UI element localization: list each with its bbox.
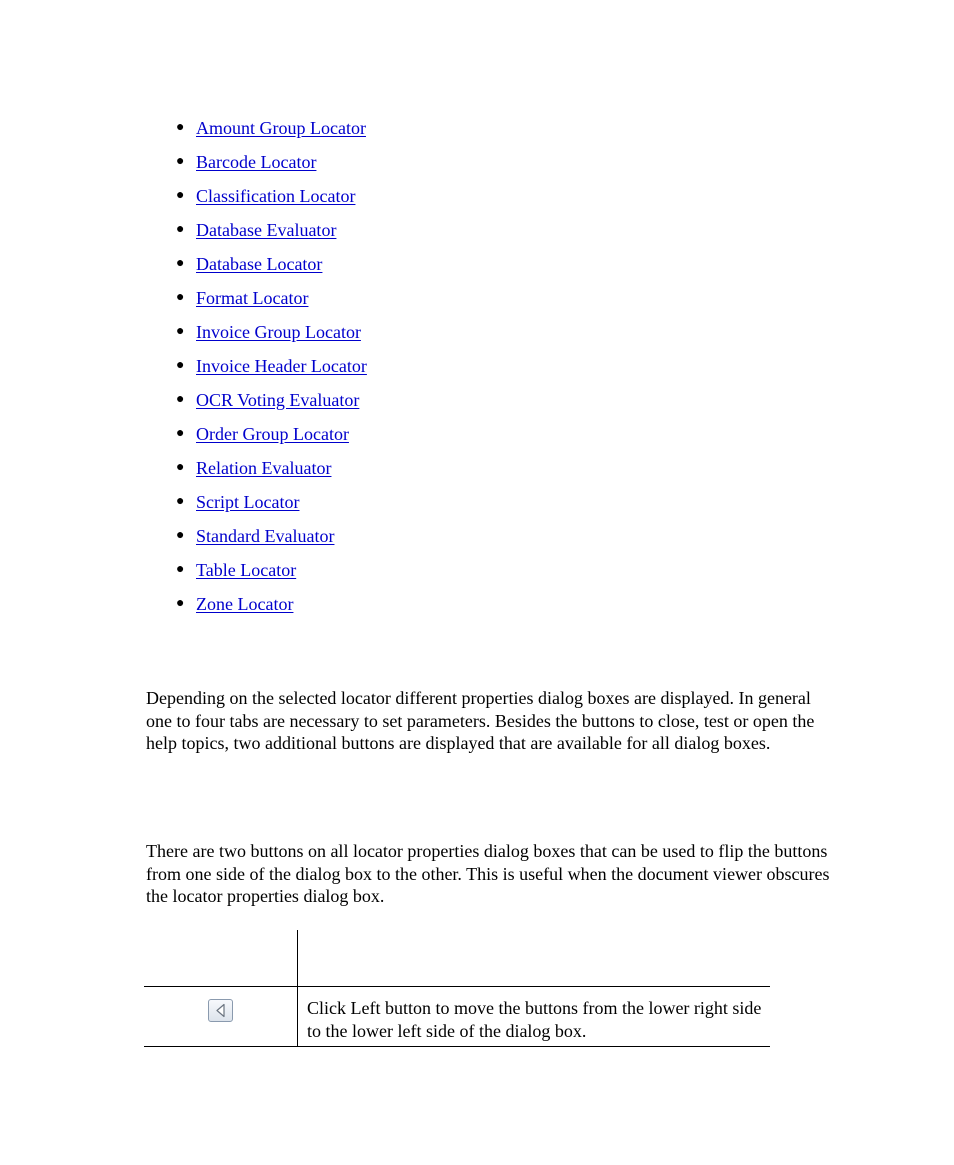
locator-link-list — [176, 116, 367, 626]
link-table-locator[interactable]: Table Locator — [196, 560, 297, 580]
link-barcode-locator[interactable]: Barcode Locator — [196, 152, 317, 172]
table-header-row — [144, 930, 770, 987]
table-header-cell-icon — [144, 930, 298, 986]
left-arrow-button-icon — [208, 999, 233, 1022]
table-cell-description: Click Left button to move the buttons from the lower right side to the lower left side of the dialog box. — [307, 998, 762, 1041]
bullet-icon: ● — [176, 154, 185, 169]
bullet-icon: ● — [176, 494, 185, 509]
list-item — [176, 592, 367, 626]
link-amount-group-locator[interactable]: Amount Group Locator — [196, 118, 366, 138]
list-item — [176, 456, 367, 490]
list-item — [176, 354, 367, 388]
table-cell-icon — [144, 987, 298, 1046]
list-item — [176, 116, 367, 150]
link-ocr-voting-evaluator[interactable]: OCR Voting Evaluator — [196, 390, 360, 410]
link-classification-locator[interactable]: Classification Locator — [196, 186, 356, 206]
flip-buttons-paragraph: There are two buttons on all locator properties dialog boxes that can be used to flip the buttons from one side of the dialog box to the other. This is useful when the document viewer obscures the locator properties dialog box. — [146, 841, 830, 906]
list-item — [176, 320, 367, 354]
link-standard-evaluator[interactable]: Standard Evaluator — [196, 526, 335, 546]
bullet-icon: ● — [176, 426, 185, 441]
link-database-locator[interactable]: Database Locator — [196, 254, 323, 274]
bullet-icon: ● — [176, 460, 185, 475]
list-item — [176, 252, 367, 286]
bullet-icon: ● — [176, 596, 185, 611]
link-invoice-group-locator[interactable]: Invoice Group Locator — [196, 322, 361, 342]
list-item — [176, 184, 367, 218]
list-item — [176, 422, 367, 456]
list-item — [176, 218, 367, 252]
table-row — [144, 987, 770, 1047]
bullet-icon: ● — [176, 392, 185, 407]
link-script-locator[interactable]: Script Locator — [196, 492, 300, 512]
list-item — [176, 388, 367, 422]
dialog-intro-paragraph: Depending on the selected locator different properties dialog boxes are displayed. In general one to four tabs are necessary to set parameters. Besides the buttons to close, test or open the help topics, two additional buttons are displayed that are available for all dialog boxes. — [146, 688, 815, 753]
table-header-cell-description — [298, 930, 770, 986]
list-item — [176, 524, 367, 558]
link-invoice-header-locator[interactable]: Invoice Header Locator — [196, 356, 367, 376]
bullet-icon: ● — [176, 120, 185, 135]
bullet-icon: ● — [176, 562, 185, 577]
bullet-icon: ● — [176, 222, 185, 237]
link-order-group-locator[interactable]: Order Group Locator — [196, 424, 349, 444]
bullet-icon: ● — [176, 528, 185, 543]
list-item — [176, 286, 367, 320]
left-arrow-glyph-icon — [214, 1003, 227, 1018]
list-item — [176, 490, 367, 524]
list-item — [176, 558, 367, 592]
list-item — [176, 150, 367, 184]
bullet-icon: ● — [176, 188, 185, 203]
link-relation-evaluator[interactable]: Relation Evaluator — [196, 458, 332, 478]
link-database-evaluator[interactable]: Database Evaluator — [196, 220, 337, 240]
bullet-icon: ● — [176, 324, 185, 339]
link-format-locator[interactable]: Format Locator — [196, 288, 309, 308]
link-zone-locator[interactable]: Zone Locator — [196, 594, 294, 614]
bullet-icon: ● — [176, 290, 185, 305]
button-description-table — [144, 930, 770, 1047]
bullet-icon: ● — [176, 358, 185, 373]
bullet-icon: ● — [176, 256, 185, 271]
